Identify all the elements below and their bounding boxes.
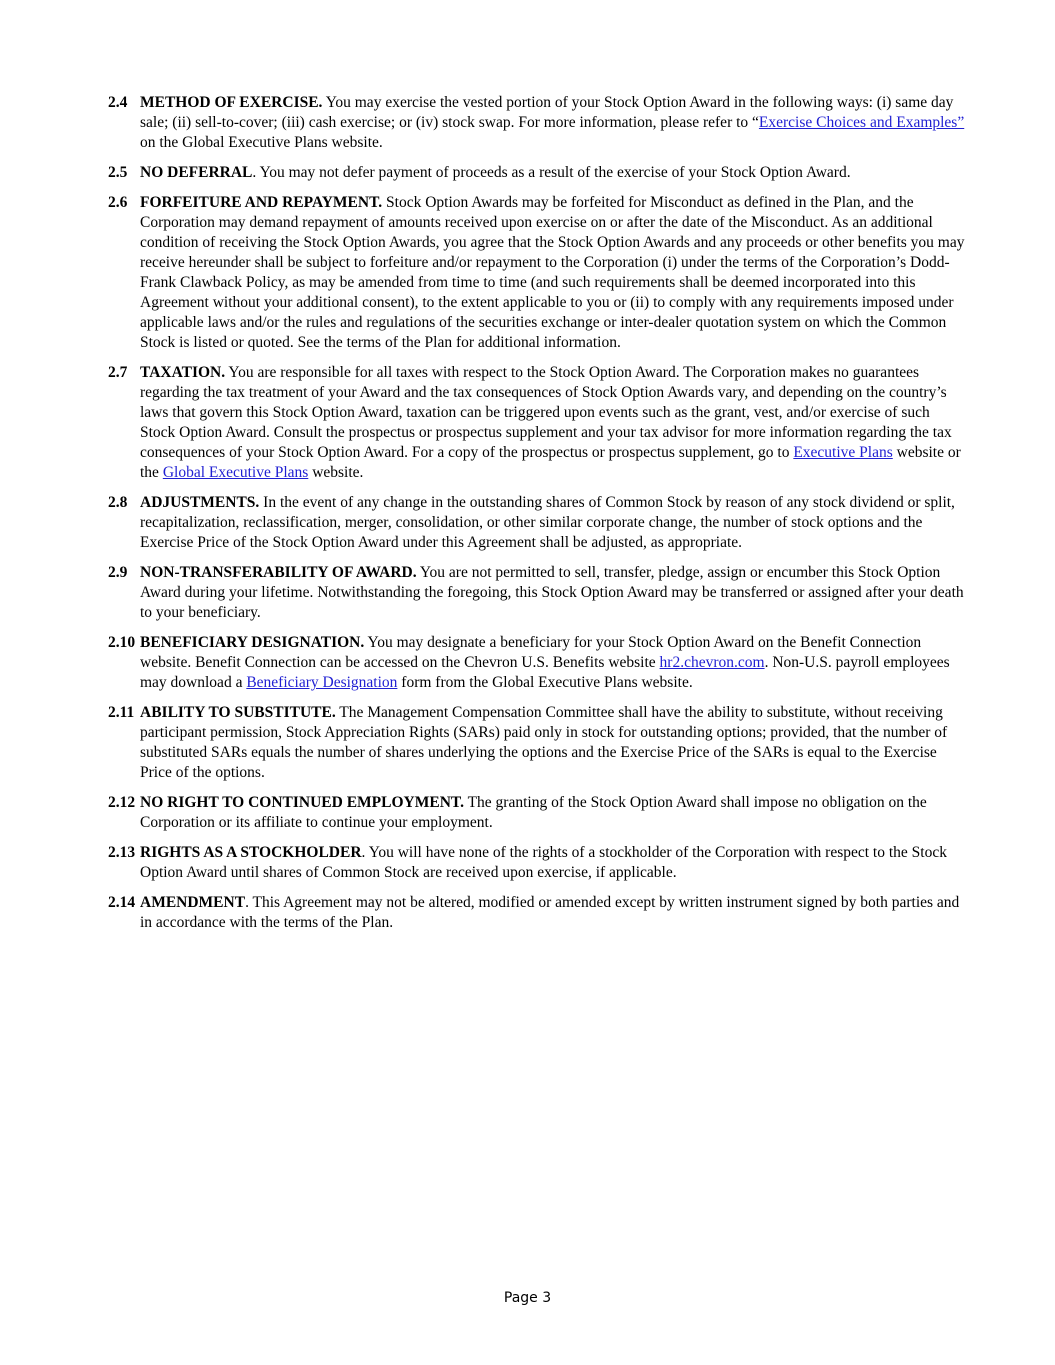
section-text: You are responsible for all taxes with respect to the Stock Option Award. The Corporation makes no guarantees regarding the tax treatment of your Award and the tax consequences of Stock Option Awards vary, and depending on the country’s laws that govern this Stock Option Award, taxation can be triggered upon events such as the grant, vest, and/or exercise of such Stock Option Award. Consult the prospectus or prospectus supplement and your tax advisor for more information regarding the tax consequences of your Stock Option Award. For a copy of the prospectus or prospectus supplement, go to bbox=[140, 364, 952, 461]
section-text: form from the Global Executive Plans website. bbox=[397, 674, 693, 691]
sections-list bbox=[108, 93, 968, 943]
beneficiary-designation-link[interactable]: Beneficiary Designation bbox=[246, 674, 398, 691]
section-heading: FORFEITURE AND REPAYMENT. bbox=[140, 194, 383, 211]
section-number: 2.10 bbox=[108, 634, 136, 651]
section-number: 2.6 bbox=[108, 194, 128, 211]
section-2-7 bbox=[108, 363, 968, 483]
page-number: Page 3 bbox=[503, 1290, 552, 1306]
global-executive-plans-link[interactable]: Global Executive Plans bbox=[162, 464, 309, 481]
section-text: website or the bbox=[140, 444, 961, 481]
section-text: . Non-U.S. payroll employees may download a bbox=[140, 654, 950, 691]
section-2-10 bbox=[108, 633, 968, 693]
hr2-chevron-link[interactable]: hr2.chevron.com bbox=[659, 654, 765, 671]
section-text: You may exercise the vested portion of your Stock Option Award in the following ways: (i) same day sale; (ii) sell-to-cover; (iii) cash exercise; or (iv) stock swap. For more information, please refer to “ bbox=[140, 94, 954, 131]
section-heading: TAXATION. bbox=[140, 364, 226, 381]
section-2-14 bbox=[108, 893, 968, 933]
section-text: . This Agreement may not be altered, modified or amended except by written instrument signed by both parties and in accordance with the terms of the Plan. bbox=[140, 894, 960, 931]
section-text: The Management Compensation Committee shall have the ability to substitute, without receiving participant permission, Stock Appreciation Rights (SARs) paid only in stock for outstanding options; provided, that the number of substituted SARs equals the number of shares underlying the options and the Exercise Price of the SARs is equal to the Exercise Price of the options. bbox=[140, 704, 948, 781]
section-heading: METHOD OF EXERCISE. bbox=[140, 94, 323, 111]
section-heading: ADJUSTMENTS. bbox=[140, 494, 260, 511]
section-2-5 bbox=[108, 163, 968, 183]
section-number: 2.9 bbox=[108, 564, 128, 581]
section-text: In the event of any change in the outstanding shares of Common Stock by reason of any stock dividend or split, recapitalization, reclassification, merger, consolidation, or other similar corporate change, the number of stock options and the Exercise Price of the Stock Option Award under this Agreement shall be adjusted, as appropriate. bbox=[140, 494, 955, 551]
section-heading: BENEFICIARY DESIGNATION. bbox=[140, 634, 365, 651]
section-number: 2.7 bbox=[108, 364, 128, 381]
section-text: . You may not defer payment of proceeds as a result of the exercise of your Stock Option Award. bbox=[252, 164, 851, 181]
section-text: You may designate a beneficiary for your Stock Option Award on the Benefit Connection website. Benefit Connection can be accessed on the Chevron U.S. Benefits website bbox=[140, 634, 922, 671]
section-text: You are not permitted to sell, transfer, pledge, assign or encumber this Stock Option Award during your lifetime. Notwithstanding the foregoing, this Stock Option Award may be transferred or assigned after your death to your beneficiary. bbox=[140, 564, 964, 621]
section-number: 2.13 bbox=[108, 844, 136, 861]
section-2-4 bbox=[108, 93, 968, 153]
section-heading: AMENDMENT bbox=[140, 894, 246, 911]
section-number: 2.14 bbox=[108, 894, 136, 911]
section-heading: NON-TRANSFERABILITY OF AWARD. bbox=[140, 564, 417, 581]
section-heading: RIGHTS AS A STOCKHOLDER bbox=[140, 844, 362, 861]
section-number: 2.4 bbox=[108, 94, 128, 111]
section-number: 2.11 bbox=[108, 704, 135, 721]
section-number: 2.8 bbox=[108, 494, 128, 511]
section-2-11 bbox=[108, 703, 968, 783]
section-2-13 bbox=[108, 843, 968, 883]
section-number: 2.12 bbox=[108, 794, 136, 811]
section-2-9 bbox=[108, 563, 968, 623]
section-text: Stock Option Awards may be forfeited for Misconduct as defined in the Plan, and the Corporation may demand repayment of amounts received upon exercise on or after the date of the Misconduct. As an additional condition of receiving the Stock Option Awards, you agree that the Stock Option Awards and any proceeds or other benefits you may receive hereunder shall be subject to forfeiture and/or repayment to the Corporation (i) under the terms of the Corporation’s Dodd-Frank Clawback Policy, as may be amended from time to time (and such requirements shall be deemed incorporated into this Agreement without your additional consent), to the extent applicable to you or (ii) to comply with any requirements imposed under applicable laws and/or the rules and regulations of the securities exchange or inter-dealer quotation system on which the Common Stock is listed or quoted. See the terms of the Plan for additional information. bbox=[140, 194, 965, 351]
section-heading: NO DEFERRAL bbox=[140, 164, 253, 181]
section-text: on the Global Executive Plans website. bbox=[140, 134, 383, 151]
section-heading: NO RIGHT TO CONTINUED EMPLOYMENT. bbox=[140, 794, 464, 811]
section-2-6 bbox=[108, 193, 968, 353]
exercise-choices-link[interactable]: Exercise Choices and Examples” bbox=[758, 114, 965, 131]
section-text: The granting of the Stock Option Award shall impose no obligation on the Corporation or its affiliate to continue your employment. bbox=[140, 794, 927, 831]
section-text: . You will have none of the rights of a stockholder of the Corporation with respect to the Stock Option Award until shares of Common Stock are received upon exercise, if applicable. bbox=[140, 844, 947, 881]
section-heading: ABILITY TO SUBSTITUTE. bbox=[140, 704, 336, 721]
section-2-12 bbox=[108, 793, 968, 833]
executive-plans-link[interactable]: Executive Plans bbox=[793, 444, 893, 461]
section-number: 2.5 bbox=[108, 164, 128, 181]
section-text: website. bbox=[308, 464, 364, 481]
section-2-8 bbox=[108, 493, 968, 553]
